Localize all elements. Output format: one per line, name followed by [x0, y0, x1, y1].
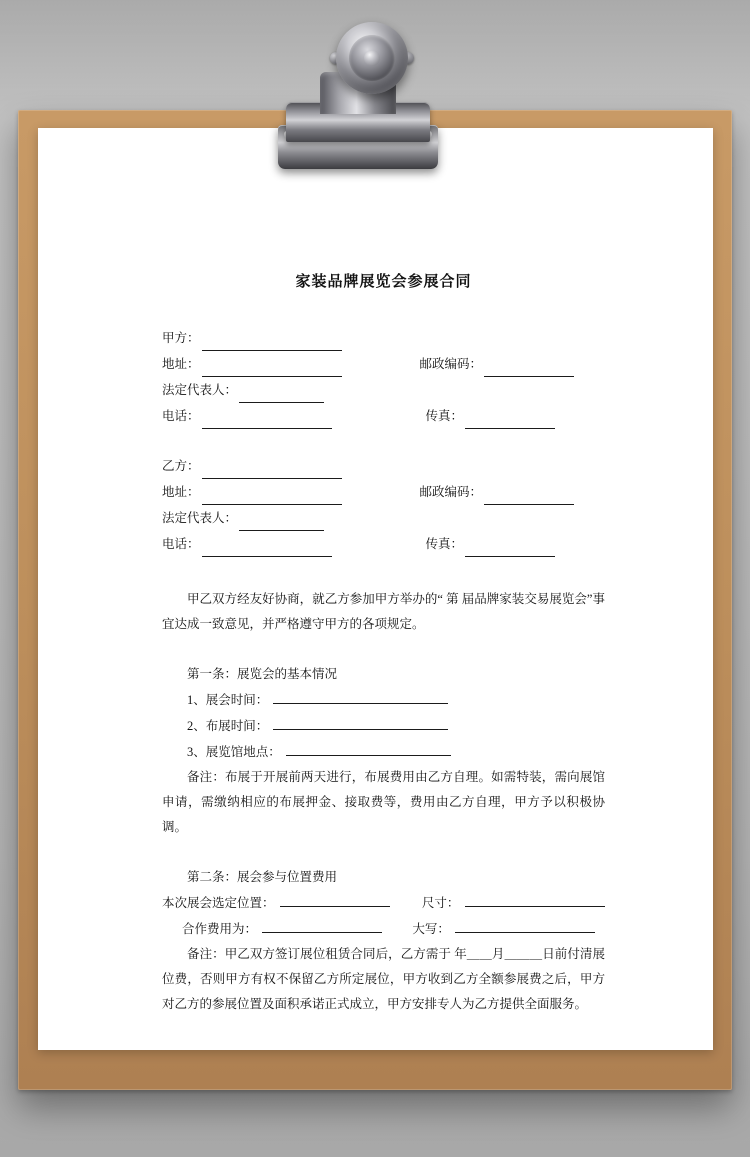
section-one-note: 备注：布展于开展前两天进行，布展费用由乙方自理。如需特装，需向展馆申请，需缴纳相应的布展押金、接取费等，费用由乙方自理，甲方予以积极协调。 — [162, 770, 605, 834]
party-a-legal-rep-row — [162, 377, 605, 403]
party-a-name-row — [162, 325, 605, 351]
section-two-fee-blank[interactable] — [262, 917, 382, 933]
party-b-fax-group — [426, 531, 558, 557]
party-a-legal-rep-blank[interactable] — [239, 387, 324, 403]
party-b-address-blank[interactable] — [202, 489, 342, 505]
divider-preamble — [162, 557, 605, 587]
party-a-legal-rep-label: 法定代表人： — [162, 383, 238, 397]
party-b-name-label: 乙方： — [162, 459, 200, 473]
party-a-address-blank[interactable] — [202, 361, 342, 377]
party-a-phone-label: 电话： — [162, 409, 200, 423]
contract-document — [38, 128, 713, 1050]
party-b-legal-rep-label: 法定代表人： — [162, 511, 238, 525]
party-b-name-row — [162, 453, 605, 479]
party-b-legal-rep-blank[interactable] — [239, 515, 324, 531]
section-two-position-row — [162, 890, 605, 916]
party-b-name-blank[interactable] — [202, 463, 342, 479]
section-one-heading: 第一条：展览会的基本情况 — [187, 667, 338, 681]
section-two-fee-row — [162, 916, 605, 942]
section-two-size-label: 尺寸： — [421, 896, 460, 910]
section-two-position-label: 本次展会选定位置： — [162, 896, 275, 910]
section-two-heading: 第二条：展会参与位置费用 — [187, 870, 338, 884]
party-a-phone-blank[interactable] — [202, 413, 332, 429]
party-b-phone-blank[interactable] — [202, 541, 332, 557]
section-two-position-blank[interactable] — [280, 891, 390, 907]
party-b-address-label: 地址： — [162, 485, 200, 499]
party-a-name-blank[interactable] — [202, 335, 342, 351]
party-b-fax-label: 传真： — [425, 537, 464, 551]
party-b-phone-row — [162, 531, 605, 557]
party-a-fax-group — [426, 403, 558, 429]
party-b-fax-blank[interactable] — [465, 541, 555, 557]
clip-knob-icon[interactable] — [336, 22, 408, 94]
section-one-item-2-label: 2、布展时间： — [187, 719, 269, 733]
section-two-fee-label: 合作费用为： — [182, 922, 258, 936]
party-b-postcode-group — [420, 479, 577, 505]
section-one-item-2 — [162, 713, 605, 739]
section-two-size-blank[interactable] — [465, 891, 605, 907]
section-one-item-3-label: 3、展览馆地点： — [187, 745, 281, 759]
party-a-fax-label: 传真： — [425, 409, 464, 423]
section-two-capital-blank[interactable] — [455, 917, 595, 933]
section-two-capital-label: 大写： — [412, 922, 450, 936]
section-one-item-1 — [162, 687, 605, 713]
preamble-paragraph: 甲乙双方经友好协商，就乙方参加甲方举办的“ 第 届品牌家装交易展览会”事宜达成一致意见，并严格遵守甲方的各项规定。 — [162, 592, 605, 631]
party-a-name-label: 甲方： — [162, 331, 200, 345]
divider-section-one — [162, 637, 605, 661]
section-one-item-3-blank[interactable] — [286, 740, 451, 756]
party-a-postcode-blank[interactable] — [484, 361, 574, 377]
divider-section-two — [162, 840, 605, 864]
party-a-phone-row — [162, 403, 605, 429]
party-a-address-label: 地址： — [162, 357, 200, 371]
section-one-item-3 — [162, 739, 605, 765]
party-b-postcode-blank[interactable] — [484, 489, 574, 505]
party-a-postcode-label: 邮政编码： — [419, 357, 483, 371]
party-a-fax-blank[interactable] — [465, 413, 555, 429]
divider-parties — [162, 429, 605, 453]
party-b-phone-label: 电话： — [162, 537, 200, 551]
section-two-note: 备注：甲乙双方签订展位租赁合同后，乙方需于 年＿＿月＿＿＿日前付清展位费，否则甲方有权不保留乙方所定展位，甲方收到乙方全额参展费之后，甲方对乙方的参展位置及面积承诺正式成立，甲方安排专人为乙方提供全面服务。 — [162, 947, 605, 1011]
section-one-item-1-blank[interactable] — [273, 688, 448, 704]
party-b-address-row — [162, 479, 605, 505]
page-title: 家装品牌展览会参展合同 — [295, 273, 472, 290]
party-a-postcode-group — [420, 351, 577, 377]
section-one-item-2-blank[interactable] — [273, 714, 448, 730]
party-a-address-row — [162, 351, 605, 377]
party-b-legal-rep-row — [162, 505, 605, 531]
party-b-postcode-label: 邮政编码： — [419, 485, 483, 499]
section-one-item-1-label: 1、展会时间： — [187, 693, 269, 707]
